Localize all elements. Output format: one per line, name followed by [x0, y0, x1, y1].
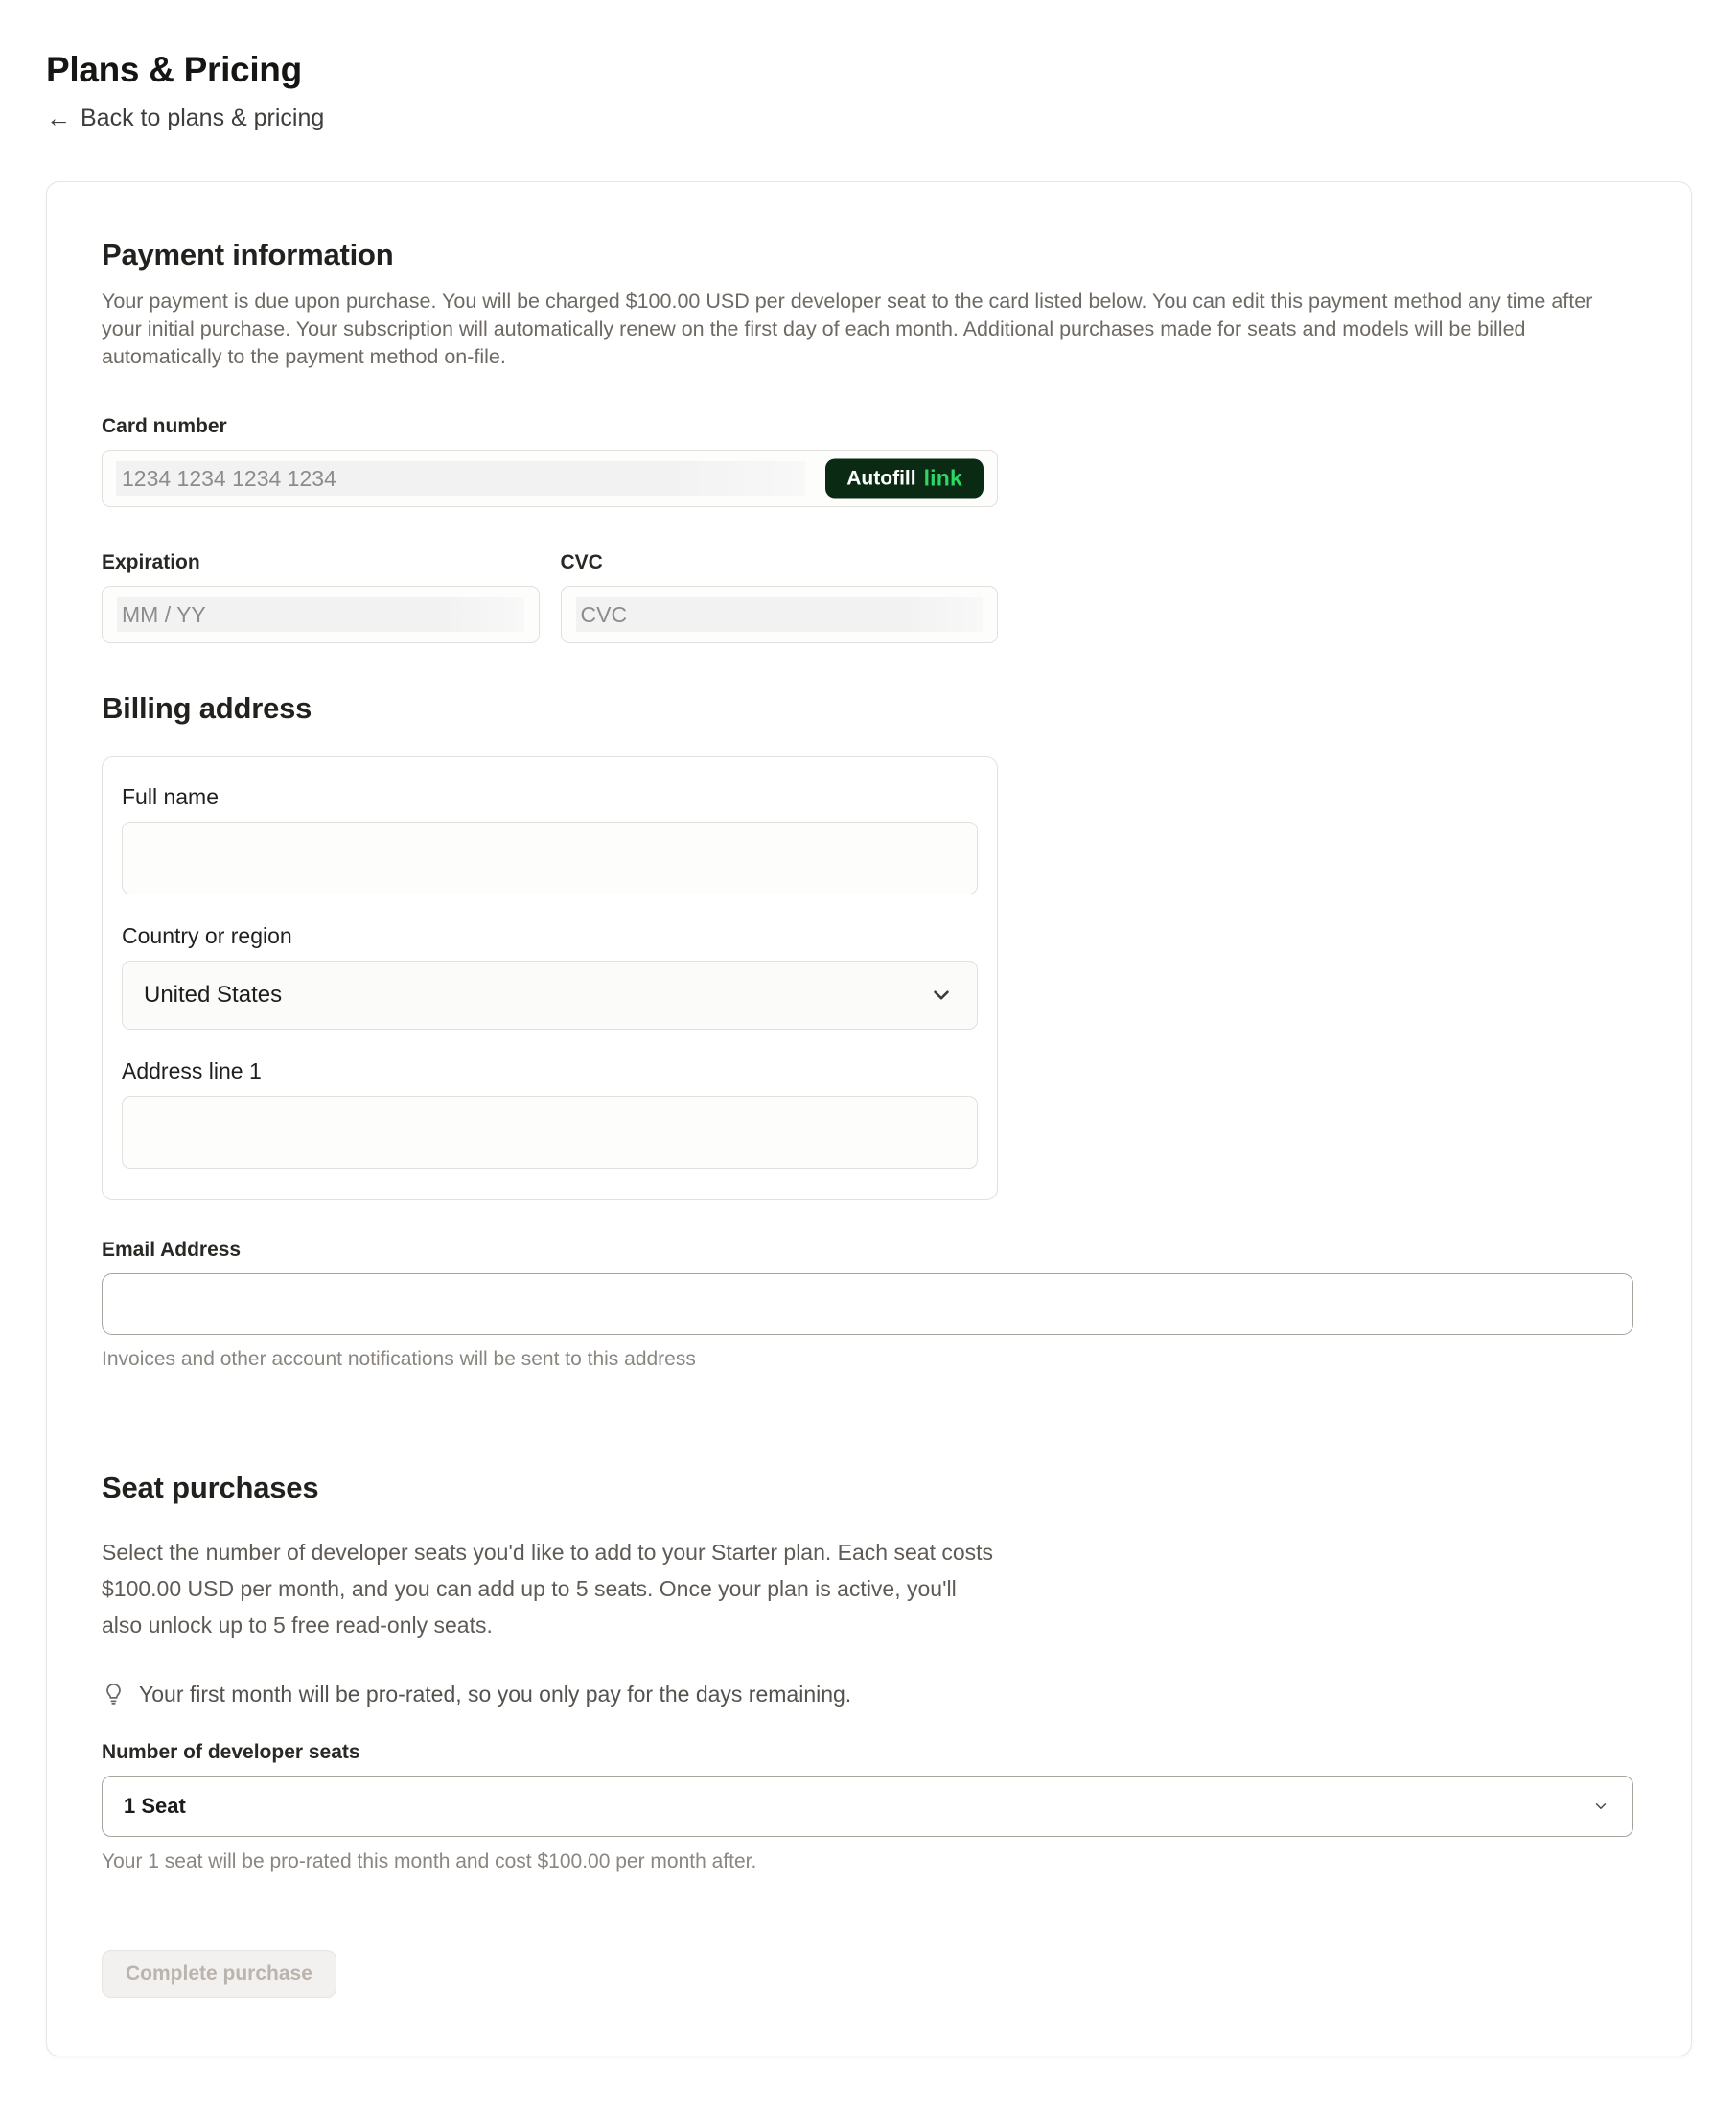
expiration-label: Expiration: [102, 551, 200, 573]
complete-purchase-button[interactable]: Complete purchase: [102, 1950, 336, 1998]
seats-selected-value: 1 Seat: [124, 1794, 186, 1818]
country-label: Country or region: [122, 923, 292, 948]
chevron-down-icon: [1592, 1798, 1609, 1815]
back-link[interactable]: [46, 104, 324, 133]
chevron-down-icon: [929, 983, 954, 1008]
page-title: Plans & Pricing: [46, 50, 302, 89]
full-name-label: Full name: [122, 784, 219, 809]
full-name-input[interactable]: [122, 822, 978, 894]
expiration-input[interactable]: [102, 586, 540, 643]
card-number-field-wrap: [102, 450, 998, 507]
address-line-input[interactable]: [122, 1096, 978, 1169]
cvc-label: CVC: [560, 551, 603, 573]
email-address-input[interactable]: [102, 1273, 1633, 1335]
lightbulb-icon: [102, 1682, 126, 1706]
back-link-label: Back to plans & pricing: [81, 105, 325, 131]
address-line-label: Address line 1: [122, 1058, 262, 1083]
seats-helper-text: Your 1 seat will be pro-rated this month and cost $100.00 per month after.: [102, 1850, 757, 1872]
country-selected-value: United States: [144, 982, 283, 1008]
seat-purchases-heading: Seat purchases: [102, 1471, 319, 1504]
country-select[interactable]: [122, 961, 978, 1030]
link-brand-logo: link: [923, 465, 962, 491]
payment-information-heading: Payment information: [102, 238, 394, 271]
email-address-label: Email Address: [102, 1239, 242, 1261]
billing-address-box: [102, 756, 998, 1200]
developer-seats-label: Number of developer seats: [102, 1741, 360, 1763]
seat-purchases-description: Select the number of developer seats you'd like to add to your Starter plan. Each seat costs $100.00 USD per month, and you can add up to 5 seats. Once your plan is active, you'll also unlock up to 5 free read-only seats.: [102, 1540, 994, 1638]
autofill-label: Autofill: [846, 467, 916, 489]
prorate-tip-text: Your first month will be pro-rated, so you only pay for the days remaining.: [139, 1682, 852, 1707]
autofill-link-button[interactable]: [825, 459, 984, 499]
expiration-col: [102, 507, 540, 643]
prorate-tip: [102, 1680, 1003, 1708]
billing-address-heading: Billing address: [102, 691, 312, 725]
cvc-input[interactable]: [561, 586, 999, 643]
back-arrow-icon: ←: [46, 104, 71, 132]
card-number-label: Card number: [102, 415, 227, 437]
cvc-col: [561, 507, 999, 643]
expiration-cvc-row: [102, 507, 998, 643]
payment-description: Your payment is due upon purchase. You will be charged $100.00 USD per developer seat to the card listed below. You can edit this payment method any time after your initial purchase. Your subscription will automatically renew on the first day of each month. Additional purchases made for seats and models will be billed automatically to the payment method on-file.: [102, 290, 1593, 368]
email-helper-text: Invoices and other account notifications will be sent to this address: [102, 1348, 696, 1370]
developer-seats-select[interactable]: [102, 1776, 1633, 1837]
purchase-card: [46, 181, 1692, 2056]
